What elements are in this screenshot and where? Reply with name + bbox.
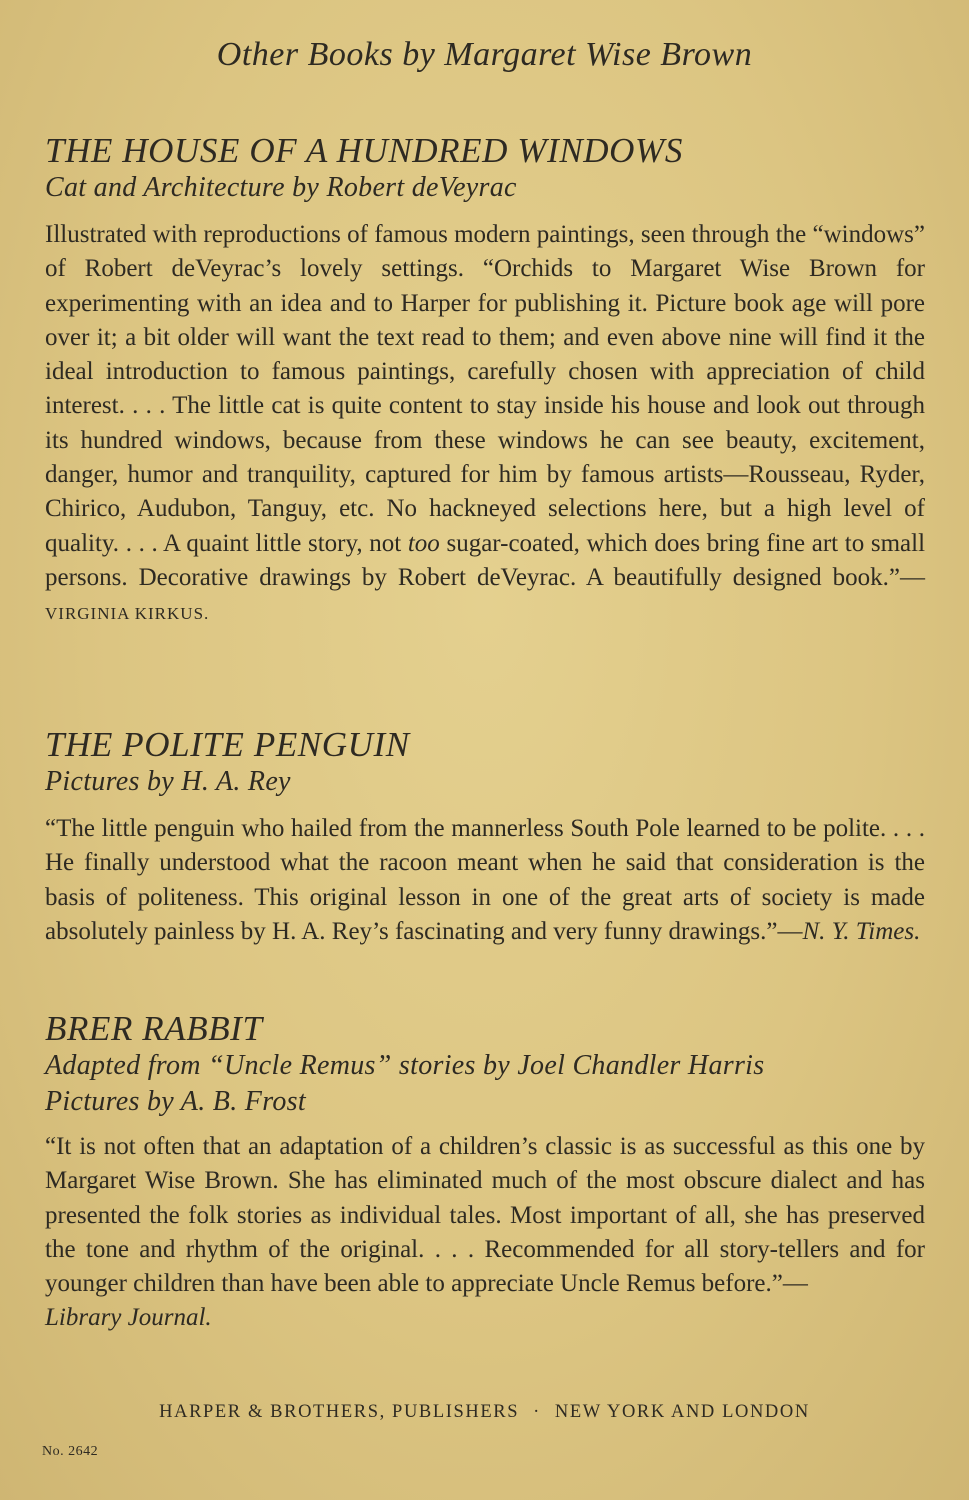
footer-separator: · xyxy=(533,1402,541,1422)
publisher-location: NEW YORK AND LONDON xyxy=(554,1402,810,1422)
catalog-number: No. 2642 xyxy=(42,1444,99,1459)
book-title: THE HOUSE OF A HUNDRED WINDOWS xyxy=(45,131,683,170)
page-header: Other Books by Margaret Wise Brown xyxy=(216,36,753,73)
book-credit: Adapted from “Uncle Remus” stories by Joel Chandler Harris xyxy=(45,1050,765,1081)
book-entry-house-of-a-hundred-windows xyxy=(45,132,925,632)
book-title: THE POLITE PENGUIN xyxy=(45,725,410,764)
review-text: “The little penguin who hailed from the mannerless South Pole learned to be polite. . . . He finally understood what the racoon meant when he said that consideration is the basis of politeness. This original lesson in one of the great arts of society is made absolutely painless by H. A. Rey’s fascinating and very funny drawings.”— xyxy=(45,815,925,945)
book-entry-brer-rabbit xyxy=(45,1010,925,1336)
book-credit-pictures: Pictures by A. B. Frost xyxy=(45,1086,306,1117)
publisher-name: HARPER & BROTHERS, PUBLISHERS xyxy=(159,1402,520,1422)
book-title: BRER RABBIT xyxy=(45,1009,263,1048)
review-text: Illustrated with reproductions of famous modern paintings, seen through the “windows” of Robert deVeyrac’s lovely settings. “Orchids to Margaret Wise Brown for experimenting with an idea and to Harper for publishing it. Picture book age will pore over it; a bit older will want the text read to them; and even above nine will find it the ideal introduction to famous paintings, carefully chosen with appreciation of child interest. . . . The little cat is quite content to stay inside his house and look out through its hundred windows, because from these windows he can see beauty, excitement, danger, humor and tranquility, captured for him by famous artists—Rousseau, Ryder, Chirico, Audubon, Tanguy, etc. No hackneyed selections here, but a high level of quality. . . . A quaint little story, not xyxy=(45,221,925,557)
book-entry-polite-penguin xyxy=(45,726,925,949)
book-credit: Cat and Architecture by Robert deVeyrac xyxy=(45,172,517,203)
book-review xyxy=(45,1130,925,1336)
book-review xyxy=(45,218,925,632)
review-text: “It is not often that an adaptation of a children’s classic is as successful as this one by Margaret Wise Brown. She has eliminated much of the most obscure dialect and has presented the folk stories as individual tales. Most important of all, she has preserved the tone and rhythm of the original. . . . Recommended for all story-tellers and for younger children than have been able to appreciate Uncle Remus before.”— xyxy=(45,1133,925,1298)
review-source: N. Y. Times. xyxy=(802,917,921,945)
book-credit: Pictures by H. A. Rey xyxy=(45,766,291,797)
review-text-rest: sugar-coated, which does bring fine art to small persons. Decorative drawings by Robert deVeyrac. A beautifully designed book.”— xyxy=(45,529,926,591)
book-review xyxy=(45,812,925,949)
publisher-footer xyxy=(0,1402,969,1423)
review-emphasis: too xyxy=(407,529,440,557)
review-source: VIRGINIA KIRKUS. xyxy=(45,604,210,624)
review-source: Library Journal. xyxy=(45,1304,212,1332)
